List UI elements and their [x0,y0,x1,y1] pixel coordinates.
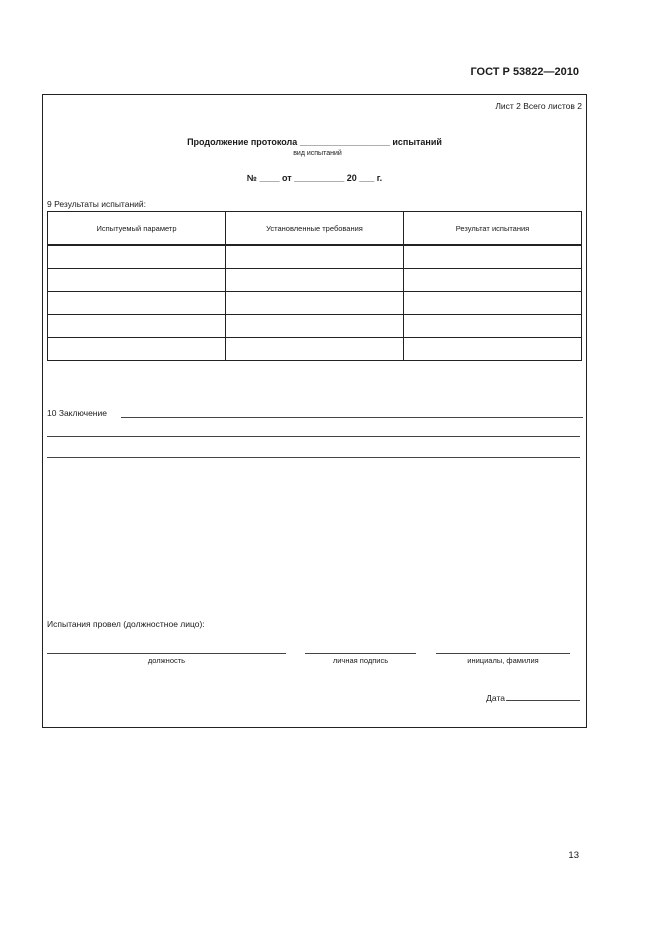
conclusion-line-2[interactable] [47,427,580,437]
table-row [48,315,582,338]
table-cell[interactable] [48,292,226,315]
table-cell[interactable] [226,269,404,292]
document-code: ГОСТ Р 53822—2010 [470,66,579,78]
name-caption: инициалы, фамилия [467,656,539,665]
table-cell[interactable] [404,315,582,338]
table-row [48,269,582,292]
table-row [48,245,582,269]
protocol-number-line: № ____ от __________ 20 ___ г. [246,173,383,183]
table-cell[interactable] [226,315,404,338]
column-header-result: Результат испытания [404,212,582,246]
page-number: 13 [568,850,579,861]
table-row [48,292,582,315]
table-cell[interactable] [48,338,226,361]
signature-line[interactable] [305,645,416,654]
table-cell[interactable] [226,338,404,361]
section-10-heading: 10 Заключение [47,408,107,418]
table-cell[interactable] [48,315,226,338]
conclusion-line-3[interactable] [47,448,580,458]
tested-by-label: Испытания провел (должностное лицо): [47,619,205,629]
results-table [47,211,582,361]
section-9-heading: 9 Результаты испытаний: [47,199,147,209]
table-cell[interactable] [48,245,226,269]
signature-caption: личная подпись [332,656,389,665]
column-header-requirements: Установленные требования [226,212,404,246]
table-cell[interactable] [404,338,582,361]
test-type-caption: вид испытаний [293,150,342,157]
date-label: Дата [486,693,505,703]
table-cell[interactable] [404,269,582,292]
table-row [48,338,582,361]
column-header-parameter: Испытуемый параметр [48,212,226,246]
name-line[interactable] [436,645,570,654]
table-cell[interactable] [48,269,226,292]
conclusion-line-1[interactable] [121,408,583,418]
table-cell[interactable] [226,292,404,315]
table-cell[interactable] [226,245,404,269]
date-field [486,691,580,703]
table-cell[interactable] [404,245,582,269]
position-line[interactable] [47,645,286,654]
table-cell[interactable] [404,292,582,315]
table-header-row [48,212,582,246]
protocol-title: Продолжение протокола __________________ испытаний [187,137,442,147]
position-caption: должность [147,656,186,665]
sheet-info: Лист 2 Всего листов 2 [495,101,582,111]
date-line[interactable] [506,691,580,701]
protocol-form [42,94,587,728]
